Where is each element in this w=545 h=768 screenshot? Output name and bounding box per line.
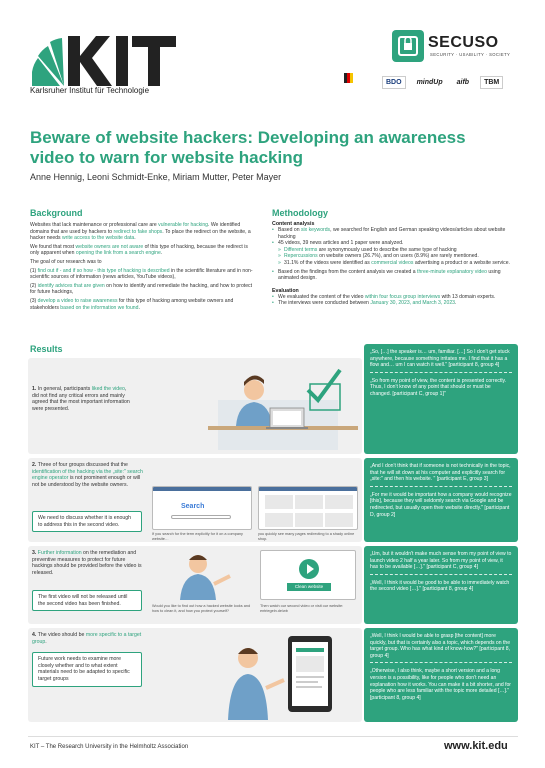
result-2-panel: [28, 458, 362, 542]
background-goal-3: (3) develop a video to raise awareness for this type of hacking among website owners and stakeholders based on the information we found.: [30, 297, 234, 311]
result-2-quotes: [364, 458, 518, 542]
person-hand-illustration: [158, 550, 254, 600]
background-paragraph: We found that most website owners are not aware of this type of hacking, because the redirect is only apparent when opening the link from a search engine.: [30, 243, 248, 257]
quote: „And I don't think that if someone is not technically in the topic, that he will sit down at his computer and explicitly search for „site:" and then his website. " [participant E, group 3]: [370, 463, 511, 483]
product-thumb: [325, 495, 353, 509]
result-1-quotes: [364, 344, 518, 454]
background-goal: The goal of our research was to: [30, 258, 102, 265]
result-4-quotes: [364, 628, 518, 722]
video-screenshot: [260, 550, 356, 600]
screenshot-caption: If you search for the term explicitly for it on a company website…: [152, 532, 243, 541]
partner-logo: mindUp: [416, 79, 443, 86]
illustration-caption: Would you like to find out how a hacked website looks and how to clean it, and how you protect yourself?: [152, 604, 251, 613]
browser-bar: [153, 487, 251, 491]
result-4-takeaway: Future work needs to examine more closely whether and to what extent materials need to be adapted to specific target groups: [32, 652, 142, 687]
browser-bar: [259, 487, 357, 491]
kit-subtitle: Karlsruher Institut für Technologie: [30, 86, 150, 95]
partner-logo: TBM: [480, 76, 503, 89]
footer-divider: [28, 736, 518, 737]
background-heading: Background: [30, 208, 83, 218]
evaluation-list: [272, 294, 512, 307]
list-item: » 31.1% of the videos were identified as commercial videos advertising a product or a website service.: [272, 260, 512, 267]
content-analysis-list: [272, 227, 512, 282]
kit-logo: [30, 28, 190, 88]
secuso-tagline: SECURITY · USABILITY · SOCIETY: [430, 52, 511, 57]
background-section: [30, 208, 258, 311]
list-item: • Based on the findings from the content analysis we created a three-minute explanatory video using animated design.: [272, 269, 512, 282]
product-thumb: [265, 495, 293, 509]
footer-affiliation: KIT – The Research University in the Helmholtz Association: [30, 744, 189, 750]
partner-logos: [382, 76, 503, 89]
result-1-text: 1. In general, participants liked the video, did not find any critical errors and mainly agreed that the most important information were presented.: [32, 386, 130, 413]
search-screenshot: [152, 486, 252, 530]
screenshot-caption: you quickly see many pages redirecting to a shady online shop.: [258, 532, 355, 541]
footer-url: www.kit.edu: [444, 740, 508, 752]
quote: „Well, I think I would be able to grasp [the content] more quickly, but that is certainly also a topic, which depends on the target group. Who has what kind of know-how?" [participant 8, group 4]: [370, 633, 511, 659]
clean-website-label: Clean website: [287, 583, 331, 591]
evaluation-heading: Evaluation: [272, 287, 299, 294]
person-phone-illustration: [188, 630, 358, 720]
federal-ministry-logo: [344, 70, 374, 92]
search-logo: Search: [181, 503, 205, 510]
result-3-panel: [28, 546, 362, 624]
search-bar: [171, 515, 231, 519]
background-goal-1: (1) find out if - and if so how - this type of hacking is described in the scientific literature and in non-scientific sources of information (news articles, YouTube videos),: [30, 267, 253, 281]
result-4-panel: [28, 628, 362, 722]
background-goal-2: (2) identify advices that are given on how to identify and remediate the hacking, and how to protect for future hackings,: [30, 282, 252, 296]
list-item: • We evaluated the content of the video within four focus group interviews with 13 domain experts.: [272, 294, 512, 301]
authors: Anne Hennig, Leoni Schmidt-Enke, Miriam Mutter, Peter Mayer: [30, 172, 282, 182]
quote: „Otherwise, I also think, maybe a short version and a long version is a possibility, like for people who don't need an explanation how it works. You can make it a bit shorter, and for people who are less familiar with the topic more detailed […]." [participant 8, group 4]: [370, 668, 512, 701]
result-1-panel: [28, 358, 362, 454]
list-item: » Repercussions on website owners (26.7%), and on users (8.9%) are rarely mentioned.: [272, 253, 512, 260]
product-thumb: [265, 513, 293, 527]
content-analysis-heading: Content analysis: [272, 221, 315, 227]
product-thumb: [295, 495, 323, 509]
partner-logo: BDO: [382, 76, 406, 89]
quote: „Um, but it wouldn't make much sense from my point of view to launch video 2 half a year later. So from my point of view, it has to be available […]." [participant C, group 4]: [370, 551, 512, 571]
partner-logo: aifb: [456, 79, 470, 86]
product-thumb: [295, 513, 323, 527]
methodology-heading: Methodology: [272, 208, 328, 218]
play-triangle-icon: [307, 564, 314, 574]
background-paragraph: Websites that lack maintenance or professional care are vulnerable for hacking. We identified domains that are used by hackers to redirect to fake shops. To place the redirect on the website, a hacker needs write access to the website data.: [30, 222, 251, 242]
quote: „So, […] the speaker is… um, familiar. […] So I don't get stuck anywhere, because something irritates me. I find that it has a flow and… um I can watch it well." [participant 8, group 4]: [370, 349, 510, 369]
quote: „For me it would be important how a company would recognize [this], because they will seldomly search via Google and be redirected, but usually open their website directly." [participant D, group 2]: [370, 491, 512, 518]
quote: „Well, I think it would be good to be able to immediately watch the second video […]." [participant 8, group 4]: [370, 579, 510, 593]
result-3-quotes: [364, 546, 518, 624]
quote: „So from my point of view, the content is presented correctly. Thus, I don't know of any point that should or must be changed. [participant C, group 1]": [370, 377, 507, 397]
list-item: » Different terms are synonymously used to describe the same type of hacking: [272, 247, 512, 254]
list-item: • Based on six keywords, we searched for English and German speaking videos/articles about website hacking: [272, 227, 512, 240]
list-item: • 45 videos, 39 news articles and 1 paper were analyzed.: [272, 240, 512, 247]
results-heading: Results: [30, 344, 63, 354]
result-2-text: 2. Three of four groups discussed that the identification of the hacking via the „site:" search engine operator is not prominent enough or will not be understood by the website owners.: [32, 462, 143, 489]
result-3-text: 3. Further information on the remediation and preventive measures to protect for future hackings should be provided before the video is released.: [32, 550, 142, 577]
product-thumb: [325, 513, 353, 527]
list-item: • The interviews were conducted between January 30, 2023, and March 3, 2023.: [272, 300, 512, 307]
screenshot-caption: Then watch our second video or visit our website: entriegeln.de/wb: [260, 604, 344, 613]
poster-title: Beware of website hackers: Developing an awareness video to warn for website hacking: [30, 128, 466, 167]
person-laptop-illustration: [188, 360, 358, 452]
methodology-section: [272, 208, 512, 307]
shop-screenshot: [258, 486, 358, 530]
secuso-logo-icon: [392, 30, 424, 62]
result-3-takeaway: The first video will not be released until the second video has been finished.: [32, 590, 142, 611]
secuso-wordmark: SECUSO: [428, 34, 499, 51]
result-4-text: 4. The video should be more specific to a target group.: [32, 632, 142, 645]
result-2-takeaway: We need to discuss whether it is enough to address this in the second video.: [32, 511, 142, 532]
